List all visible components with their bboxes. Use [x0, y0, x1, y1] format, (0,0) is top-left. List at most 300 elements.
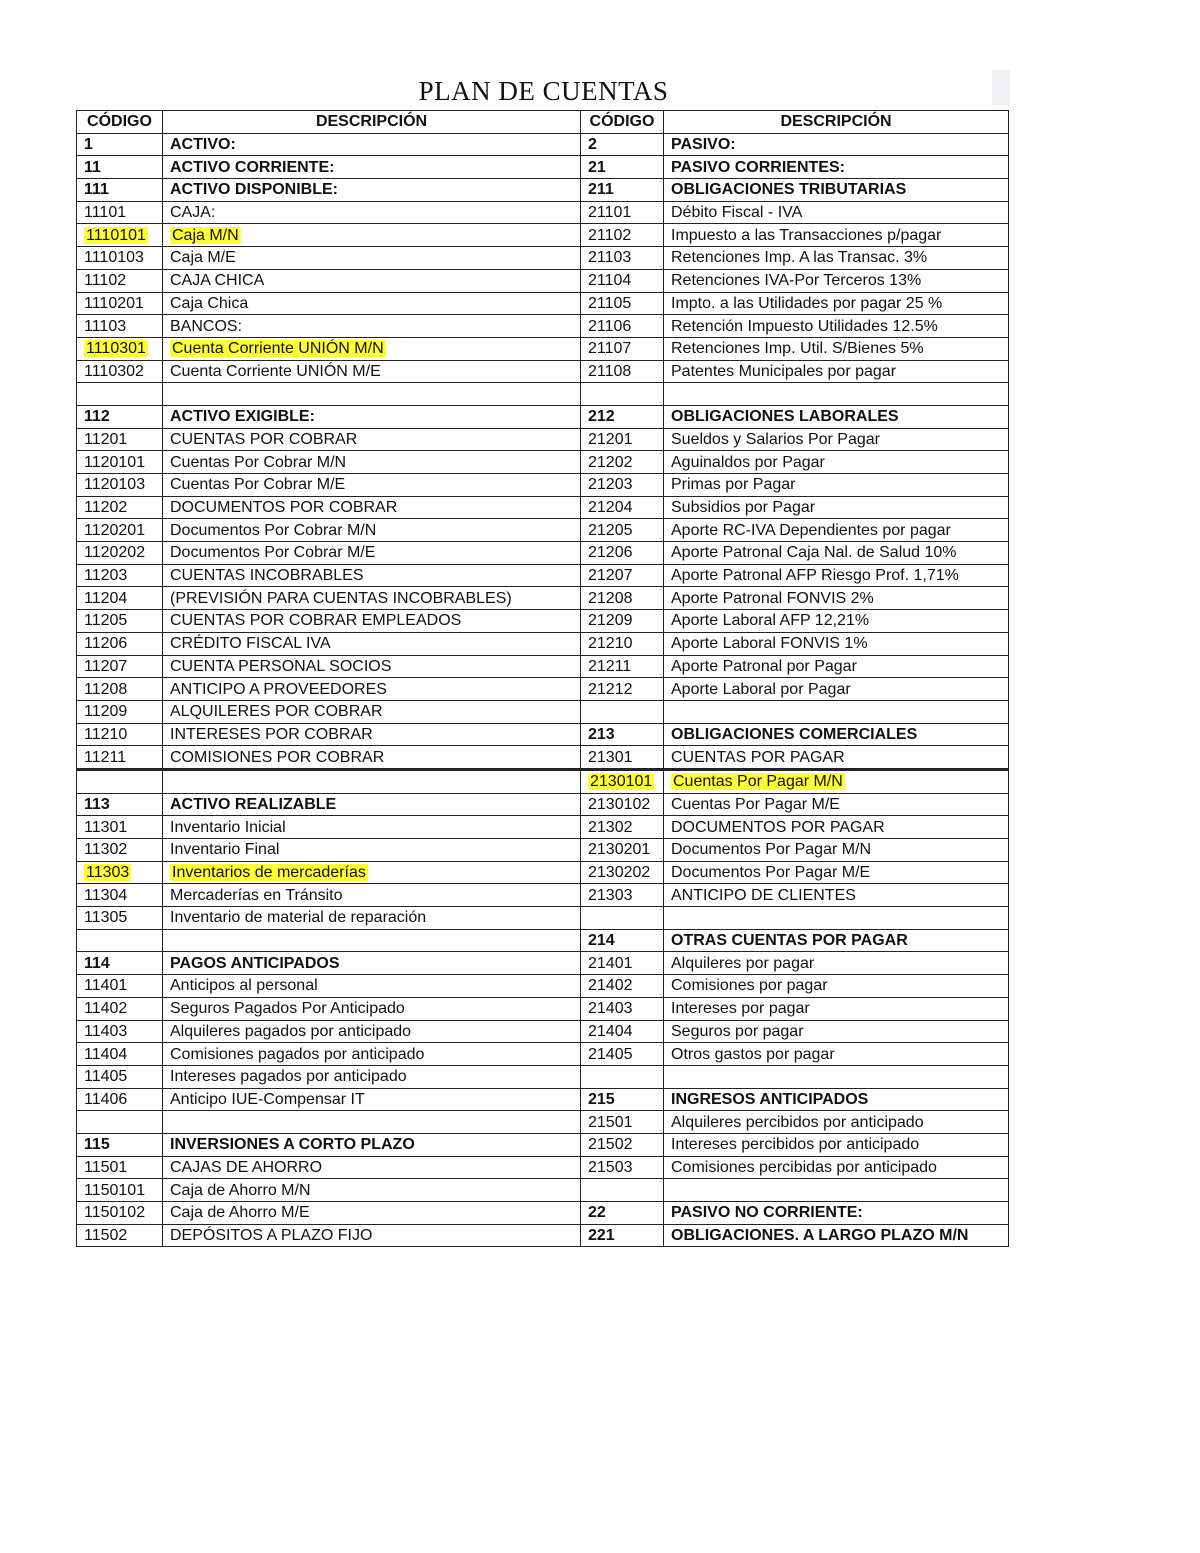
- liability-description-cell-text: INGRESOS ANTICIPADOS: [671, 1090, 869, 1108]
- liability-description-cell-text: Aporte Patronal AFP Riesgo Prof. 1,71%: [671, 567, 959, 585]
- asset-code-cell-text: 11304: [84, 886, 128, 904]
- asset-description-cell-text: Anticipo IUE-Compensar IT: [170, 1090, 365, 1108]
- liability-code-cell-text: 21205: [588, 521, 633, 539]
- table-row: [77, 816, 1009, 839]
- liability-code-cell: [581, 224, 664, 247]
- liability-description-cell: [664, 315, 1009, 338]
- table-row: [77, 179, 1009, 202]
- liability-code-cell-text: 21204: [588, 499, 633, 517]
- liability-code-cell: [581, 793, 664, 816]
- asset-code-cell-text: 11404: [84, 1045, 128, 1063]
- asset-code-cell: [77, 133, 163, 156]
- liability-code-cell-text: 21302: [588, 818, 633, 836]
- liability-code-cell-text: 2130202: [588, 864, 651, 882]
- table-row: [77, 793, 1009, 816]
- asset-description-cell-text: Inventarios de mercaderías: [172, 864, 366, 882]
- liability-code-cell: [581, 156, 664, 179]
- asset-description-cell: [163, 179, 581, 202]
- asset-description-cell: [163, 496, 581, 519]
- liability-description-cell: [664, 1088, 1009, 1111]
- liability-code-cell-text: 21209: [588, 612, 633, 630]
- asset-description-cell: [163, 861, 581, 884]
- liability-description-cell-text: OBLIGACIONES. A LARGO PLAZO M/N: [671, 1227, 969, 1245]
- liability-code-cell: [581, 723, 664, 746]
- asset-description-cell-text: Caja Chica: [170, 294, 249, 312]
- asset-description-cell-text: Alquileres pagados por anticipado: [170, 1022, 412, 1040]
- asset-description-cell: [163, 1202, 581, 1225]
- asset-description-cell: [163, 769, 581, 793]
- asset-description-cell-text: Intereses pagados por anticipado: [170, 1068, 407, 1086]
- liability-code-cell-text: 21203: [588, 476, 633, 494]
- asset-description-cell-text: CUENTAS POR COBRAR EMPLEADOS: [170, 612, 462, 630]
- asset-code-cell-text: 1110301: [86, 340, 146, 358]
- table-row: [77, 247, 1009, 270]
- table-row: [77, 292, 1009, 315]
- liability-code-cell-text: 21107: [588, 340, 632, 358]
- asset-code-cell-text: 11201: [84, 430, 128, 448]
- asset-code-cell-text: 11401: [84, 977, 128, 995]
- liability-description-cell-text: Impto. a las Utilidades por pagar 25 %: [671, 294, 943, 312]
- asset-code-cell: [77, 269, 163, 292]
- liability-description-cell-text: Retenciones Imp. A las Transac. 3%: [671, 249, 928, 267]
- liability-description-cell-text: Comisiones percibidas por anticipado: [671, 1158, 937, 1176]
- asset-code-cell-text: 115: [84, 1136, 110, 1154]
- liability-code-cell: [581, 1202, 664, 1225]
- liability-code-cell: [581, 746, 664, 770]
- liability-code-cell: [581, 269, 664, 292]
- liability-code-cell-text: 2130102: [588, 795, 651, 813]
- asset-code-cell: [77, 1179, 163, 1202]
- liability-description-cell: [664, 1020, 1009, 1043]
- liability-code-cell-text: 21301: [588, 748, 633, 766]
- asset-description-cell: [163, 133, 581, 156]
- table-row: [77, 405, 1009, 428]
- asset-description-cell-text: Documentos Por Cobrar M/N: [170, 521, 377, 539]
- asset-description-cell-text: Cuenta Corriente UNIÓN M/E: [170, 362, 381, 380]
- table-row: [77, 519, 1009, 542]
- liability-description-cell: [664, 1111, 1009, 1134]
- asset-code-cell-text: 11103: [84, 317, 127, 335]
- asset-description-cell-text: DEPÓSITOS A PLAZO FIJO: [170, 1227, 373, 1245]
- liability-description-cell-text: Aporte Laboral FONVIS 1%: [671, 635, 868, 653]
- table-row: [77, 861, 1009, 884]
- liability-description-cell: [664, 201, 1009, 224]
- header-description-right: DESCRIPCIÓN: [664, 111, 1009, 134]
- table-row: [77, 610, 1009, 633]
- asset-code-cell: [77, 1111, 163, 1134]
- liability-description-cell: [664, 587, 1009, 610]
- liability-code-cell-text: 21207: [588, 567, 633, 585]
- asset-code-cell-text: 11209: [84, 703, 128, 721]
- asset-description-cell: [163, 907, 581, 930]
- asset-code-cell-text: 1: [84, 136, 93, 154]
- liability-code-cell-text: 21108: [588, 362, 632, 380]
- asset-description-cell-text: Comisiones pagados por anticipado: [170, 1045, 425, 1063]
- liability-description-cell: [664, 519, 1009, 542]
- table-row: [77, 655, 1009, 678]
- asset-description-cell: [163, 587, 581, 610]
- liability-description-cell: [664, 247, 1009, 270]
- liability-code-cell: [581, 884, 664, 907]
- asset-description-cell: [163, 610, 581, 633]
- asset-code-cell-text: 112: [84, 408, 110, 426]
- asset-description-cell-text: COMISIONES POR COBRAR: [170, 748, 385, 766]
- liability-code-cell: [581, 201, 664, 224]
- liability-code-cell: [581, 678, 664, 701]
- asset-description-cell-text: INVERSIONES A CORTO PLAZO: [170, 1136, 415, 1154]
- asset-description-cell-text: PAGOS ANTICIPADOS: [170, 954, 340, 972]
- asset-description-cell: [163, 884, 581, 907]
- asset-code-cell: [77, 201, 163, 224]
- liability-code-cell: [581, 1156, 664, 1179]
- asset-description-cell-text: Mercaderías en Tránsito: [170, 886, 343, 904]
- liability-description-cell: [664, 839, 1009, 862]
- asset-description-cell: [163, 360, 581, 383]
- table-row: [77, 315, 1009, 338]
- table-row: [77, 1156, 1009, 1179]
- liability-code-cell: [581, 907, 664, 930]
- asset-code-cell-text: 11208: [84, 680, 128, 698]
- liability-description-cell: [664, 564, 1009, 587]
- liability-description-cell-text: Retenciones Imp. Util. S/Bienes 5%: [671, 340, 924, 358]
- asset-description-cell-text: ACTIVO EXIGIBLE:: [170, 408, 315, 426]
- table-row: [77, 542, 1009, 565]
- asset-code-cell-text: 11205: [84, 612, 128, 630]
- asset-code-cell-text: 11202: [84, 499, 128, 517]
- liability-code-cell-text: 221: [588, 1227, 615, 1245]
- liability-code-cell-text: 21405: [588, 1045, 633, 1063]
- asset-code-cell: [77, 793, 163, 816]
- liability-description-cell: [664, 1043, 1009, 1066]
- asset-description-cell-text: Cuenta Corriente UNIÓN M/N: [172, 340, 384, 358]
- liability-code-cell: [581, 1065, 664, 1088]
- liability-description-cell-text: ANTICIPO DE CLIENTES: [671, 886, 856, 904]
- liability-description-cell-text: Aporte Patronal por Pagar: [671, 657, 857, 675]
- liability-code-cell-text: 213: [588, 725, 615, 743]
- asset-code-cell-text: 11203: [84, 567, 128, 585]
- liability-description-cell: [664, 133, 1009, 156]
- liability-code-cell-text: 22: [588, 1204, 606, 1222]
- header-description-left: DESCRIPCIÓN: [163, 111, 581, 134]
- asset-code-cell-text: 1120201: [84, 521, 146, 539]
- liability-description-cell-text: Aporte Patronal Caja Nal. de Salud 10%: [671, 544, 957, 562]
- asset-description-cell: [163, 247, 581, 270]
- liability-code-cell: [581, 474, 664, 497]
- asset-description-cell-text: CUENTAS POR COBRAR: [170, 430, 358, 448]
- asset-code-cell-text: 11305: [84, 909, 128, 927]
- liability-code-cell: [581, 360, 664, 383]
- asset-description-cell-text: BANCOS:: [170, 317, 243, 335]
- asset-code-cell: [77, 861, 163, 884]
- liability-code-cell: [581, 428, 664, 451]
- asset-code-cell: [77, 179, 163, 202]
- liability-description-cell: [664, 861, 1009, 884]
- table-row: [77, 337, 1009, 360]
- liability-description-cell: [664, 292, 1009, 315]
- liability-code-cell: [581, 542, 664, 565]
- asset-code-cell: [77, 975, 163, 998]
- liability-code-cell-text: 212: [588, 408, 615, 426]
- asset-description-cell: [163, 839, 581, 862]
- liability-code-cell: [581, 496, 664, 519]
- liability-code-cell: [581, 975, 664, 998]
- asset-code-cell: [77, 746, 163, 770]
- asset-description-cell: [163, 224, 581, 247]
- liability-code-cell: [581, 383, 664, 406]
- asset-code-cell: [77, 564, 163, 587]
- asset-description-cell-text: Anticipos al personal: [170, 977, 318, 995]
- liability-description-cell: [664, 451, 1009, 474]
- table-row: [77, 269, 1009, 292]
- asset-code-cell: [77, 997, 163, 1020]
- liability-description-cell-text: PASIVO CORRIENTES:: [671, 158, 845, 176]
- liability-code-cell: [581, 315, 664, 338]
- table-row: [77, 723, 1009, 746]
- liability-description-cell: [664, 678, 1009, 701]
- asset-code-cell: [77, 632, 163, 655]
- liability-description-cell-text: Intereses por pagar: [671, 1000, 810, 1018]
- asset-code-cell-text: 11101: [84, 204, 127, 222]
- liability-description-cell-text: Documentos Por Pagar M/E: [671, 864, 871, 882]
- asset-description-cell-text: INTERESES POR COBRAR: [170, 725, 373, 743]
- liability-description-cell: [664, 1133, 1009, 1156]
- liability-description-cell: [664, 632, 1009, 655]
- asset-description-cell: [163, 201, 581, 224]
- liability-description-cell-text: OBLIGACIONES TRIBUTARIAS: [671, 181, 907, 199]
- asset-code-cell-text: 11403: [84, 1022, 128, 1040]
- liability-code-cell: [581, 564, 664, 587]
- liability-code-cell-text: 21211: [588, 657, 632, 675]
- liability-description-cell-text: Alquileres percibidos por anticipado: [671, 1113, 924, 1131]
- liability-code-cell-text: 2: [588, 136, 597, 154]
- asset-code-cell-text: 11: [84, 158, 101, 176]
- liability-description-cell: [664, 769, 1009, 793]
- asset-code-cell: [77, 678, 163, 701]
- liability-code-cell-text: 21103: [588, 249, 632, 267]
- asset-description-cell: [163, 1179, 581, 1202]
- liability-description-cell: [664, 952, 1009, 975]
- liability-description-cell: [664, 1179, 1009, 1202]
- table-row: [77, 201, 1009, 224]
- liability-description-cell-text: Seguros por pagar: [671, 1022, 804, 1040]
- asset-description-cell-text: ACTIVO DISPONIBLE:: [170, 181, 339, 199]
- asset-code-cell-text: 1120202: [84, 544, 146, 562]
- asset-description-cell: [163, 952, 581, 975]
- asset-code-cell: [77, 1202, 163, 1225]
- asset-description-cell: [163, 793, 581, 816]
- asset-code-cell: [77, 1020, 163, 1043]
- asset-code-cell: [77, 428, 163, 451]
- table-row: [77, 1088, 1009, 1111]
- header-code-right: CÓDIGO: [581, 111, 664, 134]
- asset-description-cell: [163, 269, 581, 292]
- asset-description-cell: [163, 405, 581, 428]
- liability-code-cell-text: 21503: [588, 1158, 633, 1176]
- liability-code-cell: [581, 1179, 664, 1202]
- asset-code-cell: [77, 1043, 163, 1066]
- table-row: [77, 1065, 1009, 1088]
- liability-code-cell: [581, 769, 664, 793]
- asset-description-cell: [163, 337, 581, 360]
- liability-code-cell-text: 21401: [588, 954, 633, 972]
- liability-code-cell-text: 21202: [588, 453, 633, 471]
- liability-description-cell-text: Impuesto a las Transacciones p/pagar: [671, 226, 942, 244]
- table-row: [77, 133, 1009, 156]
- asset-code-cell-text: 1120101: [84, 453, 146, 471]
- asset-code-cell: [77, 723, 163, 746]
- liability-code-cell: [581, 1043, 664, 1066]
- liability-description-cell: [664, 997, 1009, 1020]
- asset-code-cell-text: 11301: [84, 818, 128, 836]
- asset-description-cell: [163, 542, 581, 565]
- liability-code-cell: [581, 861, 664, 884]
- asset-code-cell-text: 1110302: [84, 362, 144, 380]
- asset-code-cell: [77, 907, 163, 930]
- asset-code-cell-text: 11206: [84, 635, 128, 653]
- liability-code-cell: [581, 1224, 664, 1247]
- header-row: [77, 111, 1009, 134]
- asset-description-cell: [163, 655, 581, 678]
- liability-code-cell: [581, 997, 664, 1020]
- liability-description-cell: [664, 793, 1009, 816]
- asset-code-cell-text: 111: [84, 181, 109, 199]
- liability-description-cell: [664, 360, 1009, 383]
- asset-code-cell-text: 11211: [84, 748, 127, 766]
- liability-code-cell-text: 211: [588, 181, 614, 199]
- asset-code-cell: [77, 405, 163, 428]
- asset-code-cell-text: 11210: [84, 725, 128, 743]
- table-row: [77, 839, 1009, 862]
- asset-description-cell-text: ACTIVO CORRIENTE:: [170, 158, 335, 176]
- asset-description-cell-text: ACTIVO:: [170, 136, 236, 154]
- asset-code-cell: [77, 496, 163, 519]
- asset-code-cell: [77, 360, 163, 383]
- table-row: [77, 224, 1009, 247]
- liability-description-cell-text: Intereses percibidos por anticipado: [671, 1136, 920, 1154]
- asset-code-cell: [77, 884, 163, 907]
- liability-description-cell: [664, 816, 1009, 839]
- asset-description-cell: [163, 1133, 581, 1156]
- asset-description-cell-text: Caja M/E: [170, 249, 236, 267]
- asset-code-cell-text: 1150102: [84, 1204, 146, 1222]
- asset-description-cell-text: Inventario Final: [170, 841, 280, 859]
- liability-code-cell: [581, 929, 664, 952]
- table-row: [77, 428, 1009, 451]
- table-row: [77, 632, 1009, 655]
- asset-code-cell-text: 11102: [84, 272, 127, 290]
- table-row: [77, 587, 1009, 610]
- liability-description-cell-text: OBLIGACIONES LABORALES: [671, 408, 899, 426]
- table-row: [77, 769, 1009, 793]
- liability-description-cell-text: Patentes Municipales por pagar: [671, 362, 897, 380]
- asset-description-cell: [163, 1156, 581, 1179]
- asset-code-cell-text: 114: [84, 954, 110, 972]
- table-row: [77, 952, 1009, 975]
- asset-code-cell: [77, 156, 163, 179]
- liability-code-cell: [581, 1133, 664, 1156]
- liability-code-cell-text: 214: [588, 932, 615, 950]
- table-row: [77, 383, 1009, 406]
- liability-description-cell-text: Alquileres por pagar: [671, 954, 815, 972]
- asset-code-cell-text: 11501: [84, 1158, 128, 1176]
- liability-description-cell: [664, 975, 1009, 998]
- liability-code-cell-text: 21208: [588, 589, 633, 607]
- asset-code-cell: [77, 292, 163, 315]
- asset-description-cell: [163, 746, 581, 770]
- asset-code-cell-text: 1150101: [84, 1181, 146, 1199]
- asset-description-cell: [163, 632, 581, 655]
- asset-code-cell: [77, 1156, 163, 1179]
- liability-code-cell-text: 21105: [588, 294, 632, 312]
- asset-code-cell: [77, 929, 163, 952]
- table-row: [77, 1224, 1009, 1247]
- liability-code-cell: [581, 337, 664, 360]
- liability-description-cell: [664, 269, 1009, 292]
- liability-description-cell: [664, 1065, 1009, 1088]
- liability-description-cell: [664, 428, 1009, 451]
- table-row: [77, 1111, 1009, 1134]
- asset-description-cell-text: Documentos Por Cobrar M/E: [170, 544, 376, 562]
- liability-description-cell: [664, 610, 1009, 633]
- asset-code-cell: [77, 519, 163, 542]
- liability-code-cell: [581, 451, 664, 474]
- liability-code-cell-text: 21404: [588, 1022, 633, 1040]
- liability-description-cell-text: Sueldos y Salarios Por Pagar: [671, 430, 880, 448]
- asset-code-cell: [77, 1133, 163, 1156]
- asset-code-cell: [77, 655, 163, 678]
- liability-description-cell-text: Retenciones IVA-Por Terceros 13%: [671, 272, 922, 290]
- asset-code-cell-text: 11406: [84, 1090, 128, 1108]
- asset-code-cell: [77, 1065, 163, 1088]
- asset-description-cell: [163, 474, 581, 497]
- liability-description-cell-text: Aporte Laboral AFP 12,21%: [671, 612, 870, 630]
- table-row: [77, 678, 1009, 701]
- asset-description-cell: [163, 929, 581, 952]
- table-row: [77, 975, 1009, 998]
- asset-description-cell-text: Caja M/N: [172, 226, 239, 244]
- liability-description-cell-text: OTRAS CUENTAS POR PAGAR: [671, 932, 908, 950]
- liability-code-cell: [581, 655, 664, 678]
- liability-code-cell-text: 21104: [588, 272, 632, 290]
- table-row: [77, 746, 1009, 770]
- asset-description-cell-text: Cuentas Por Cobrar M/E: [170, 476, 346, 494]
- asset-code-cell-text: 11302: [84, 841, 128, 859]
- liability-description-cell-text: Aporte Laboral por Pagar: [671, 680, 851, 698]
- asset-code-cell: [77, 952, 163, 975]
- liability-code-cell: [581, 519, 664, 542]
- table-row: [77, 700, 1009, 723]
- asset-code-cell-text: 113: [84, 795, 110, 813]
- table-row: [77, 929, 1009, 952]
- liability-description-cell-text: Retención Impuesto Utilidades 12.5%: [671, 317, 938, 335]
- liability-description-cell: [664, 337, 1009, 360]
- asset-code-cell: [77, 587, 163, 610]
- liability-description-cell-text: Aguinaldos por Pagar: [671, 453, 825, 471]
- liability-code-cell: [581, 1020, 664, 1043]
- liability-description-cell: [664, 723, 1009, 746]
- liability-description-cell-text: Documentos Por Pagar M/N: [671, 841, 872, 859]
- asset-description-cell: [163, 1111, 581, 1134]
- liability-description-cell: [664, 1156, 1009, 1179]
- liability-code-cell: [581, 816, 664, 839]
- liability-description-cell: [664, 1202, 1009, 1225]
- asset-description-cell: [163, 383, 581, 406]
- liability-code-cell-text: 21: [588, 158, 606, 176]
- liability-code-cell-text: 21106: [588, 317, 632, 335]
- asset-description-cell-text: ANTICIPO A PROVEEDORES: [170, 680, 387, 698]
- liability-code-cell: [581, 405, 664, 428]
- asset-description-cell-text: CAJA:: [170, 204, 216, 222]
